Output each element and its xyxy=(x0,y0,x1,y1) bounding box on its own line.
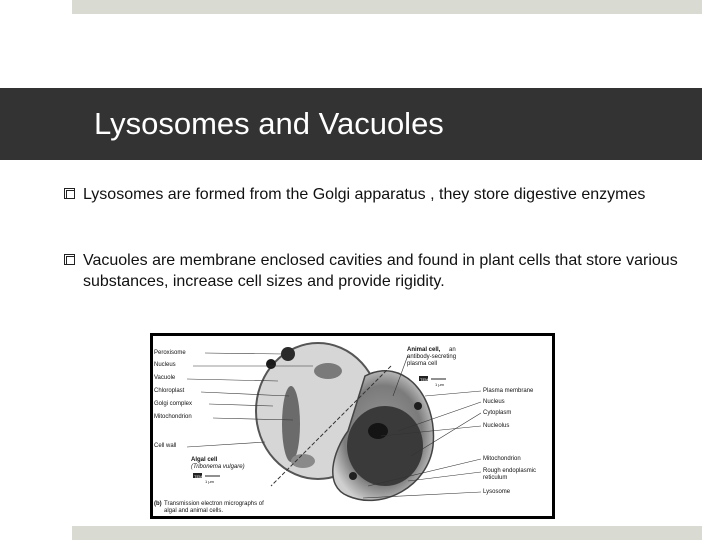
label-lysosome: Lysosome xyxy=(483,489,511,495)
label-mitochondrion-left: Mitochondrion xyxy=(154,414,192,420)
label-chloroplast: Chloroplast xyxy=(154,388,185,394)
label-rough-er-2: reticulum xyxy=(483,475,508,481)
label-algal-cell: Algal cell xyxy=(191,457,218,463)
bullet-text: Vacuoles are membrane enclosed cavities and found in plant cells that store various substances, increase cell sizes and provide rigidity. xyxy=(83,252,678,290)
top-accent-strip xyxy=(72,0,702,14)
label-cytoplasm: Cytoplasm xyxy=(483,410,512,416)
bullet-text: Lysosomes are formed from the Golgi apparatus , they store digestive enzymes xyxy=(83,186,646,203)
bottom-accent-strip xyxy=(72,526,702,540)
micrograph-panel xyxy=(153,336,552,516)
label-plasma-membrane: Plasma membrane xyxy=(483,388,534,394)
tem-badge-bottom: TEM xyxy=(194,474,203,479)
label-animal-cell: Animal cell, xyxy=(407,347,441,353)
label-nucleus-left: Nucleus xyxy=(154,362,176,368)
label-cell-wall: Cell wall xyxy=(154,443,177,449)
label-vacuole: Vacuole xyxy=(154,375,176,381)
label-peroxisome: Peroxisome xyxy=(154,350,186,356)
label-nucleus-right: Nucleus xyxy=(483,399,505,405)
slide-title: Lysosomes and Vacuoles xyxy=(94,106,444,141)
bullet-vacuoles xyxy=(64,250,684,292)
bullet-lysosomes xyxy=(64,184,684,205)
tem-badge-top: TEM xyxy=(420,377,429,382)
label-golgi-complex: Golgi complex xyxy=(154,401,193,407)
label-animal-desc-1: an xyxy=(449,347,456,353)
scale-label-bottom: 1 μm xyxy=(205,479,214,484)
caption-line-2: algal and animal cells. xyxy=(164,508,224,514)
label-algal-species: (Tribonema vulgare) xyxy=(191,464,245,470)
label-nucleolus: Nucleolus xyxy=(483,423,510,429)
label-rough-er-1: Rough endoplasmic xyxy=(483,468,537,474)
checkbox-bullet-icon xyxy=(64,188,75,199)
checkbox-bullet-icon xyxy=(64,254,75,265)
label-animal-desc-3: plasma cell xyxy=(407,361,438,367)
label-mitochondrion-right: Mitochondrion xyxy=(483,456,521,462)
scale-label-top: 1 μm xyxy=(435,382,444,387)
caption-line-1: Transmission electron micrographs of xyxy=(164,501,264,507)
caption-label: (b) xyxy=(154,501,162,507)
label-animal-desc-2: antibody-secreting xyxy=(407,354,457,360)
